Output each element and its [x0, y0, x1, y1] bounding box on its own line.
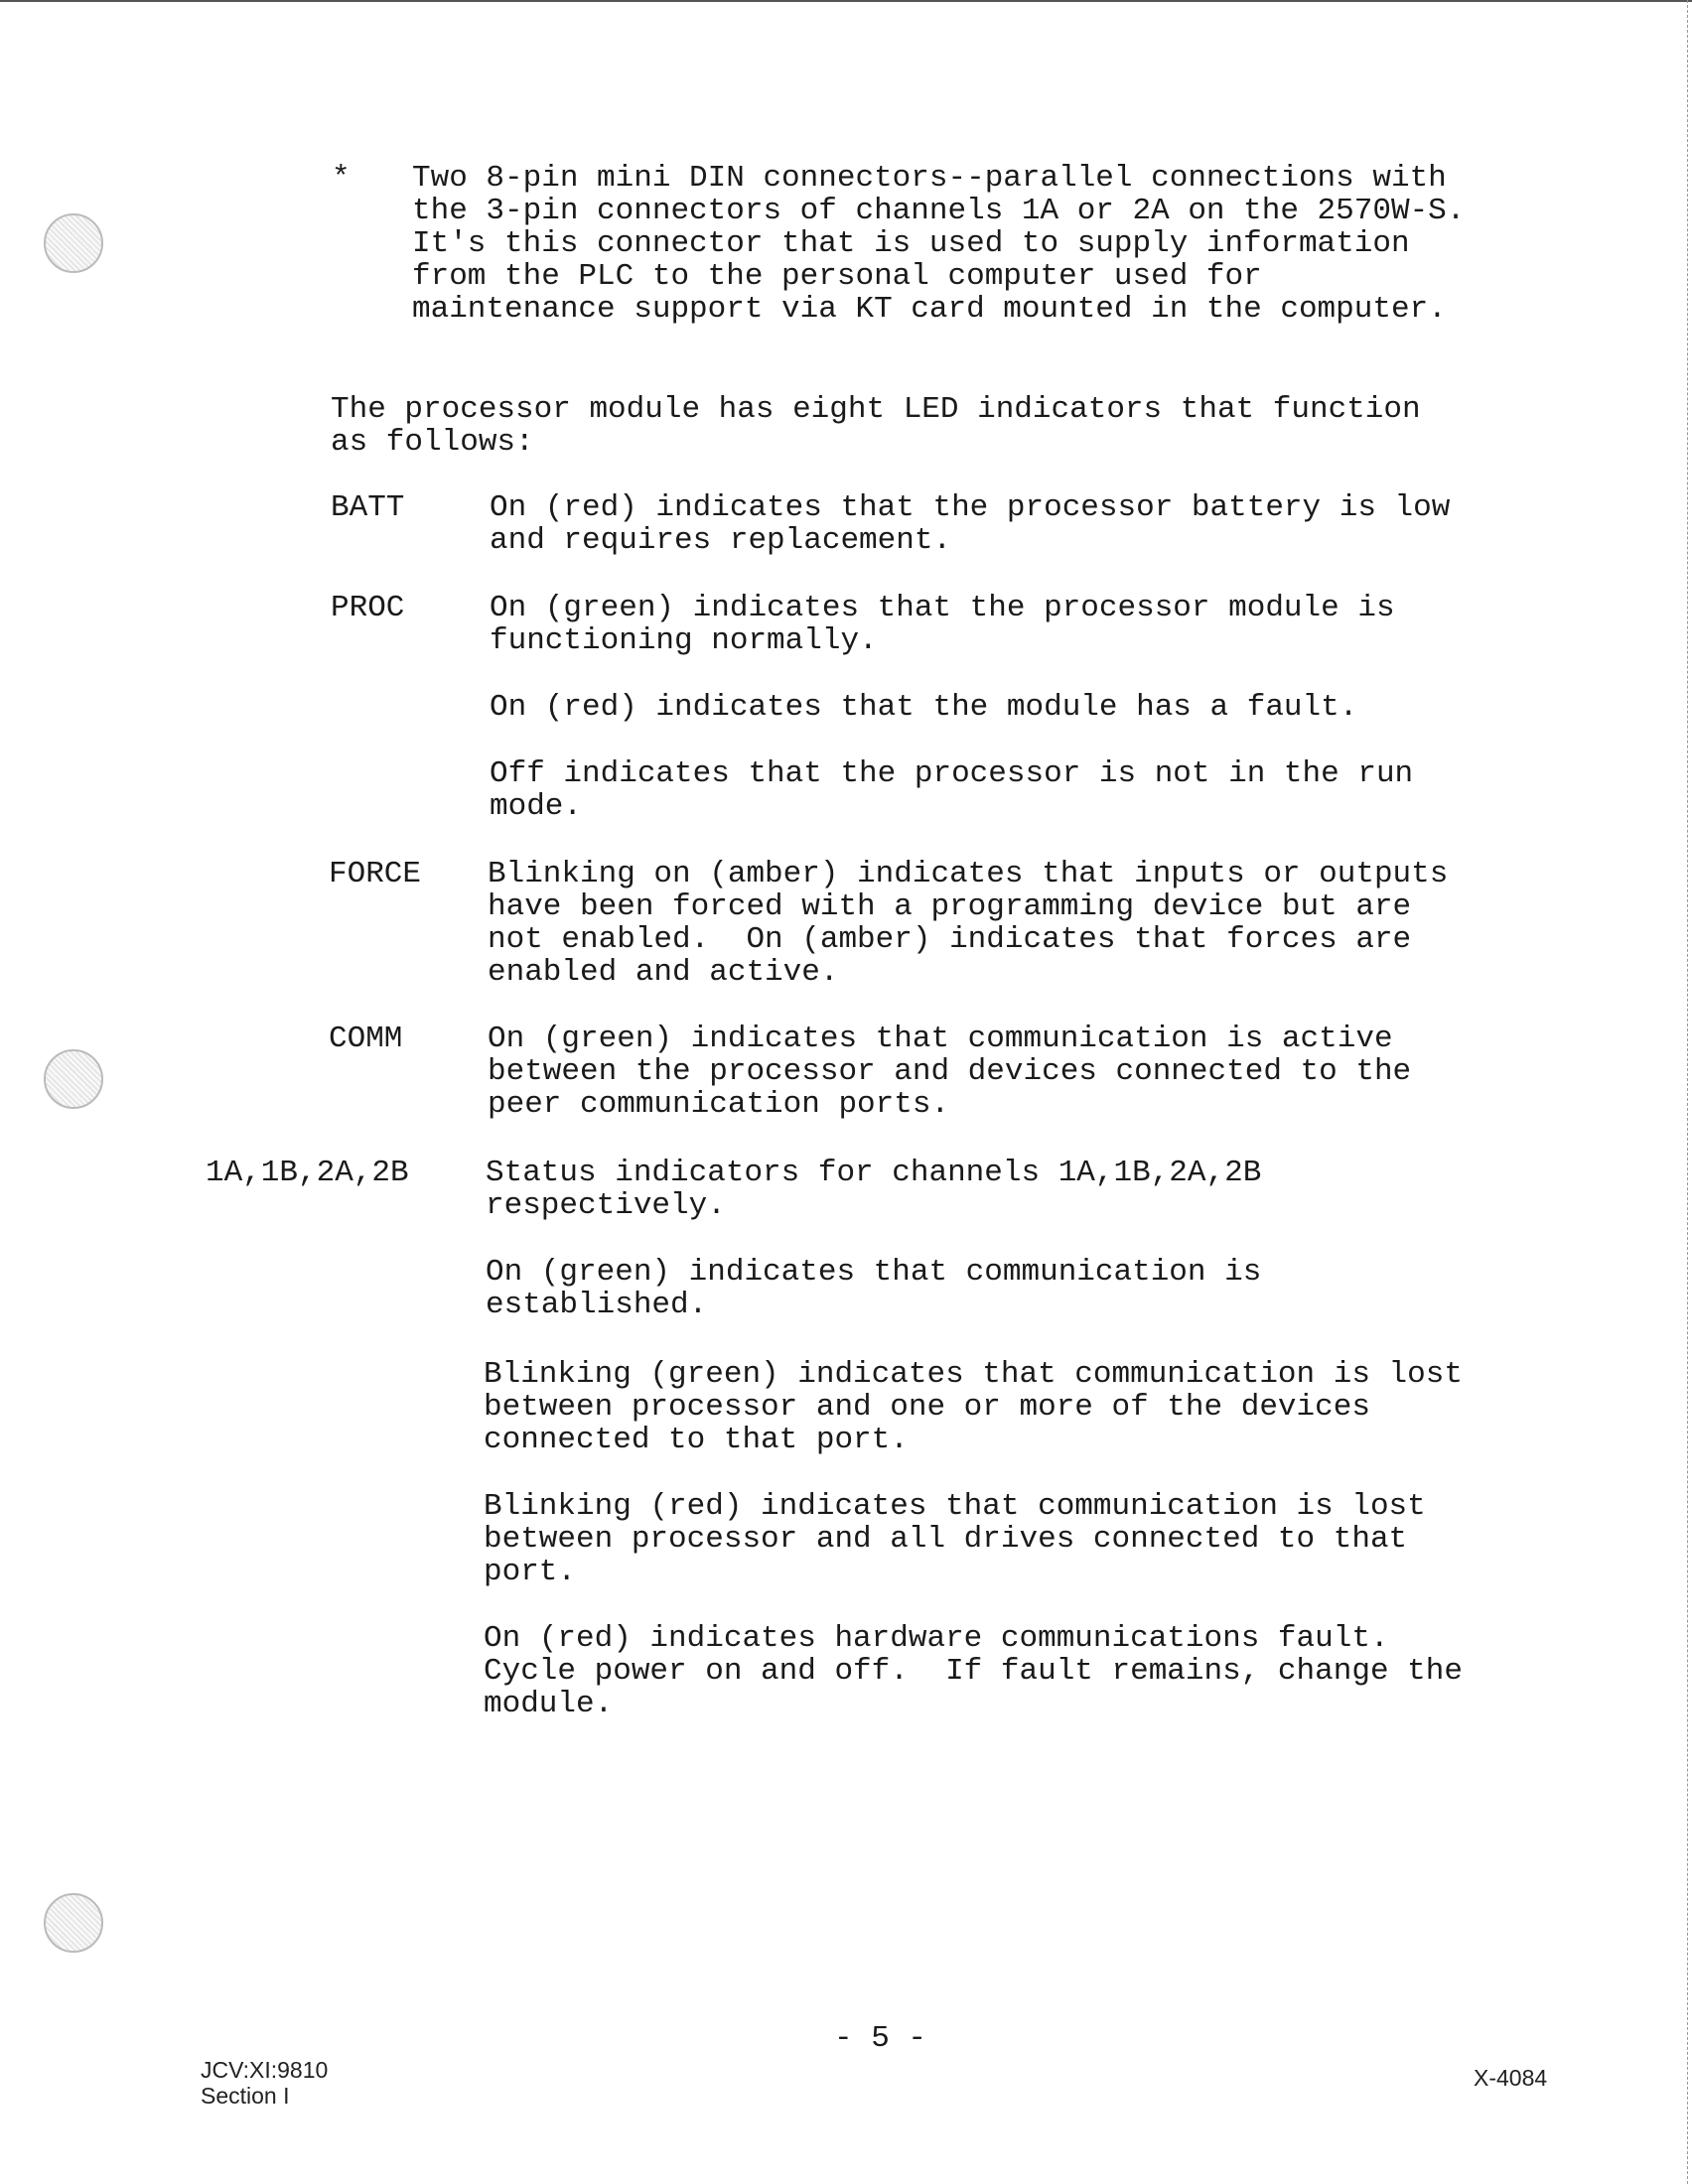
indicator-desc-proc-3: Off indicates that the processor is not in the run mode.	[490, 756, 1414, 824]
page-right-edge	[1687, 0, 1688, 2184]
indicator-label-channels: 1A,1B,2A,2B	[206, 1156, 409, 1190]
doc-code: JCV:XI:9810	[201, 2057, 329, 2083]
indicator-desc-channels-2: On (green) indicates that communication is established.	[486, 1255, 1262, 1322]
indicator-label-force: FORCE	[329, 857, 422, 891]
page-number: - 5 -	[834, 2021, 927, 2056]
indicator-desc-channels-3: Blinking (green) indicates that communication is lost between processor and one or more of the devices connected to that port.	[484, 1357, 1463, 1457]
indicator-desc-force: Blinking on (amber) indicates that inputs or outputs have been forced with a programming device but are not enabled. On (amber) indicates that forces are enabled and active.	[488, 857, 1449, 990]
indicator-desc-channels-1: Status indicators for channels 1A,1B,2A,2B respectively.	[486, 1156, 1262, 1223]
page-top-edge	[0, 0, 1692, 2]
bullet-text: Two 8-pin mini DIN connectors--parallel connections with the 3-pin connectors of channels 1A or 2A on the 2570W-S. It's this connector that is used to supply information from the PLC to the personal computer used for maintenance support via KT card mounted in the computer.	[412, 161, 1466, 327]
punch-hole-middle	[44, 1049, 103, 1109]
indicator-desc-batt: On (red) indicates that the processor battery is low and requires replacement.	[490, 490, 1451, 558]
punch-hole-bottom	[44, 1893, 103, 1953]
indicator-label-proc: PROC	[331, 591, 405, 625]
punch-hole-top	[44, 213, 103, 273]
indicator-desc-proc-1: On (green) indicates that the processor module is functioning normally.	[490, 591, 1395, 658]
indicator-desc-channels-4: Blinking (red) indicates that communication is lost between processor and all drives connected to that port.	[484, 1489, 1426, 1589]
indicator-label-batt: BATT	[331, 490, 405, 525]
indicator-label-comm: COMM	[329, 1022, 403, 1056]
indicator-desc-channels-5: On (red) indicates hardware communications fault. Cycle power on and off. If fault remains, change the module.	[484, 1621, 1463, 1721]
section-label: Section I	[201, 2083, 290, 2109]
doc-number: X-4084	[1474, 2065, 1548, 2091]
intro-paragraph: The processor module has eight LED indicators that function as follows:	[331, 392, 1421, 460]
indicator-desc-comm: On (green) indicates that communication is active between the processor and devices connected to the peer communication ports.	[488, 1022, 1412, 1122]
indicator-desc-proc-2: On (red) indicates that the module has a fault.	[490, 690, 1358, 725]
bullet-marker: *	[332, 161, 351, 196]
